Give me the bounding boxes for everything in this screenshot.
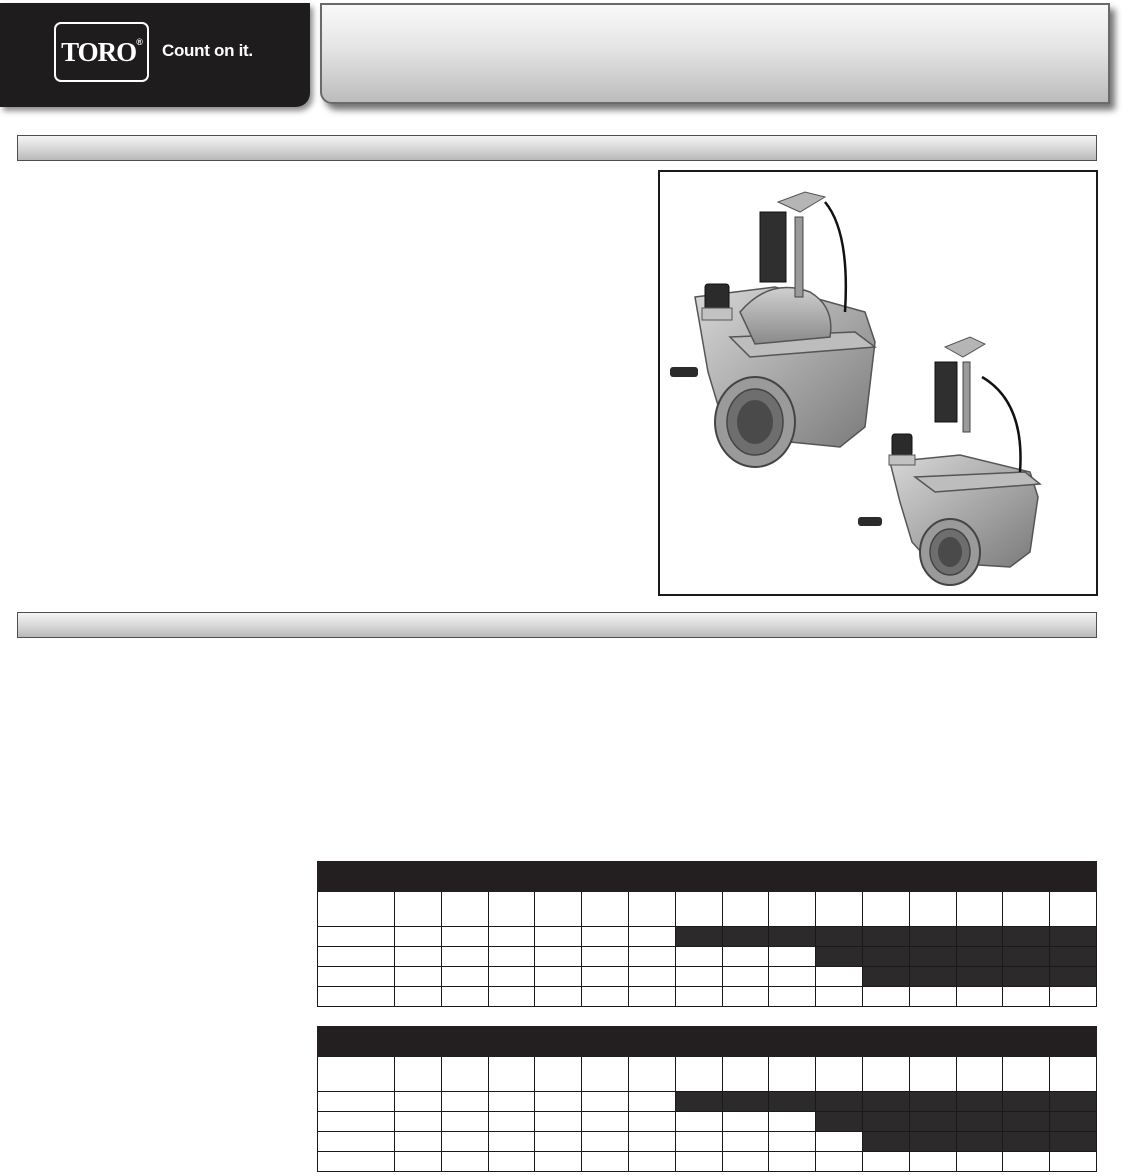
table-cell-shaded <box>909 947 956 967</box>
column-header-cell <box>1003 892 1050 927</box>
table-cell <box>582 927 629 947</box>
table-cell <box>769 947 816 967</box>
table-cell <box>535 1132 582 1152</box>
table-cell <box>582 947 629 967</box>
table-cell <box>769 1132 816 1152</box>
table-cell <box>1050 1152 1097 1172</box>
column-header-cell <box>862 1057 909 1092</box>
table-cell <box>582 1092 629 1112</box>
table-cell <box>318 927 395 947</box>
table-cell <box>395 1132 442 1152</box>
table-cell <box>318 1092 395 1112</box>
table-cell <box>816 967 863 987</box>
table-cell-shaded <box>1003 927 1050 947</box>
column-header-cell <box>441 1057 488 1092</box>
table-cell-shaded <box>722 1092 769 1112</box>
table-cell-shaded <box>909 967 956 987</box>
table-cell-shaded <box>909 1112 956 1132</box>
table-row <box>318 987 1097 1007</box>
valve-illustration <box>660 172 1096 594</box>
table-cell <box>488 1152 535 1172</box>
table-cell <box>535 1152 582 1172</box>
table-cell <box>395 1112 442 1132</box>
column-header-cell <box>675 892 722 927</box>
table-cell <box>395 1152 442 1172</box>
table-cell <box>722 947 769 967</box>
table-cell <box>675 987 722 1007</box>
toro-logo <box>54 22 149 82</box>
table-cell <box>628 927 675 947</box>
table-cell-shaded <box>816 1092 863 1112</box>
column-header-cell <box>535 892 582 927</box>
table-cell-shaded <box>769 927 816 947</box>
column-header-cell <box>628 892 675 927</box>
table-cell <box>535 947 582 967</box>
table-cell <box>488 987 535 1007</box>
column-header-cell <box>395 892 442 927</box>
table-cell <box>675 947 722 967</box>
table-cell <box>862 987 909 1007</box>
table-header-row <box>318 862 1097 892</box>
table-header-cell <box>318 1027 1097 1057</box>
column-header-cell <box>675 1057 722 1092</box>
table-cell-shaded <box>1050 1112 1097 1132</box>
table-cell <box>628 1152 675 1172</box>
table-cell <box>318 987 395 1007</box>
table-cell <box>628 1112 675 1132</box>
table-cell <box>628 967 675 987</box>
spec-table-2 <box>317 1026 1097 1172</box>
table-cell <box>675 1132 722 1152</box>
table-cell <box>582 987 629 1007</box>
table-cell-shaded <box>816 947 863 967</box>
table-cell-shaded <box>909 927 956 947</box>
table-row <box>318 927 1097 947</box>
table-cell <box>535 1092 582 1112</box>
table-cell-shaded <box>675 927 722 947</box>
table-cell <box>488 967 535 987</box>
table-cell <box>441 1132 488 1152</box>
table-cell <box>318 1132 395 1152</box>
table-cell <box>488 947 535 967</box>
table-cell <box>769 967 816 987</box>
table-column-header-row <box>318 892 1097 927</box>
table-cell-shaded <box>675 1092 722 1112</box>
table-cell <box>441 967 488 987</box>
table-cell-shaded <box>862 1092 909 1112</box>
column-header-cell <box>816 1057 863 1092</box>
table-cell-shaded <box>862 947 909 967</box>
table-row <box>318 1092 1097 1112</box>
table-cell <box>395 967 442 987</box>
brand-logo-block <box>0 3 310 107</box>
table-cell <box>535 927 582 947</box>
table-cell-shaded <box>1050 967 1097 987</box>
table-cell <box>582 1132 629 1152</box>
table-cell-shaded <box>1050 1132 1097 1152</box>
table-cell <box>816 987 863 1007</box>
table-cell <box>862 1152 909 1172</box>
table-cell <box>395 987 442 1007</box>
table-cell <box>535 987 582 1007</box>
table-cell-shaded <box>769 1092 816 1112</box>
column-header-cell <box>1050 892 1097 927</box>
table-cell-shaded <box>956 927 1003 947</box>
table-cell <box>909 1152 956 1172</box>
table-cell <box>956 987 1003 1007</box>
table-cell-shaded <box>909 1092 956 1112</box>
column-header-cell <box>722 892 769 927</box>
column-header-cell <box>441 892 488 927</box>
table-cell <box>318 947 395 967</box>
table-cell-shaded <box>1003 1112 1050 1132</box>
table-cell-shaded <box>816 1112 863 1132</box>
table-cell <box>582 1152 629 1172</box>
column-header-cell <box>1050 1057 1097 1092</box>
table-cell <box>441 987 488 1007</box>
spec-table-grid <box>317 1026 1097 1172</box>
product-photo <box>658 170 1098 596</box>
column-header-cell <box>535 1057 582 1092</box>
spec-table-1 <box>317 861 1097 1007</box>
table-cell <box>628 1132 675 1152</box>
table-cell <box>722 987 769 1007</box>
table-cell <box>488 1132 535 1152</box>
column-header-cell <box>956 892 1003 927</box>
column-header-cell <box>862 892 909 927</box>
table-cell <box>722 967 769 987</box>
table-cell <box>722 1132 769 1152</box>
table-cell <box>488 927 535 947</box>
table-cell-shaded <box>862 1132 909 1152</box>
spec-table-grid <box>317 861 1097 1007</box>
table-cell-shaded <box>956 1092 1003 1112</box>
table-row <box>318 967 1097 987</box>
column-header-cell <box>628 1057 675 1092</box>
table-cell <box>535 967 582 987</box>
table-header-row <box>318 1027 1097 1057</box>
table-cell <box>769 1152 816 1172</box>
table-cell <box>318 1152 395 1172</box>
table-cell <box>628 987 675 1007</box>
table-cell-shaded <box>1003 967 1050 987</box>
table-cell <box>318 967 395 987</box>
table-cell-shaded <box>1003 1132 1050 1152</box>
table-cell <box>1003 987 1050 1007</box>
column-header-cell <box>488 1057 535 1092</box>
table-cell-shaded <box>1003 1092 1050 1112</box>
column-header-cell <box>318 892 395 927</box>
table-cell-shaded <box>956 1112 1003 1132</box>
table-cell <box>675 1112 722 1132</box>
table-cell <box>956 1152 1003 1172</box>
table-cell-shaded <box>862 927 909 947</box>
table-column-header-row <box>318 1057 1097 1092</box>
column-header-cell <box>816 892 863 927</box>
table-row <box>318 947 1097 967</box>
table-row <box>318 1132 1097 1152</box>
column-header-cell <box>582 892 629 927</box>
column-header-cell <box>395 1057 442 1092</box>
table-cell-shaded <box>816 927 863 947</box>
table-cell <box>441 1152 488 1172</box>
table-row <box>318 1112 1097 1132</box>
table-cell <box>488 1092 535 1112</box>
table-header-cell <box>318 862 1097 892</box>
table-cell-shaded <box>862 1112 909 1132</box>
table-cell <box>441 1112 488 1132</box>
table-cell <box>628 947 675 967</box>
table-cell-shaded <box>956 947 1003 967</box>
section-header-bar <box>17 135 1097 161</box>
title-banner <box>320 3 1110 104</box>
table-cell <box>441 947 488 967</box>
column-header-cell <box>909 1057 956 1092</box>
table-cell <box>395 1092 442 1112</box>
table-cell <box>582 1112 629 1132</box>
column-header-cell <box>318 1057 395 1092</box>
table-cell-shaded <box>1050 927 1097 947</box>
table-cell-shaded <box>956 1132 1003 1152</box>
table-cell <box>395 947 442 967</box>
column-header-cell <box>722 1057 769 1092</box>
table-cell <box>816 1132 863 1152</box>
brand-tagline: Count on it. <box>162 41 253 60</box>
large-valve-drawing <box>670 192 875 467</box>
table-cell <box>722 1152 769 1172</box>
table-cell-shaded <box>722 927 769 947</box>
table-row <box>318 1152 1097 1172</box>
table-cell <box>582 967 629 987</box>
table-cell <box>441 927 488 947</box>
table-cell <box>909 987 956 1007</box>
column-header-cell <box>1003 1057 1050 1092</box>
column-header-cell <box>488 892 535 927</box>
section-header-bar <box>17 612 1097 638</box>
table-cell <box>1003 1152 1050 1172</box>
toro-logo-text: TORO® <box>61 36 142 67</box>
column-header-cell <box>769 892 816 927</box>
column-header-cell <box>909 892 956 927</box>
table-cell <box>441 1092 488 1112</box>
column-header-cell <box>582 1057 629 1092</box>
column-header-cell <box>956 1057 1003 1092</box>
table-cell <box>488 1112 535 1132</box>
table-cell <box>318 1112 395 1132</box>
table-cell <box>769 1112 816 1132</box>
table-cell <box>1050 987 1097 1007</box>
table-cell-shaded <box>1003 947 1050 967</box>
table-cell <box>769 987 816 1007</box>
table-cell-shaded <box>909 1132 956 1152</box>
table-cell <box>628 1092 675 1112</box>
table-cell <box>395 927 442 947</box>
table-cell <box>535 1112 582 1132</box>
table-cell-shaded <box>956 967 1003 987</box>
small-valve-drawing <box>858 337 1040 585</box>
table-cell <box>816 1152 863 1172</box>
column-header-cell <box>769 1057 816 1092</box>
table-cell-shaded <box>862 967 909 987</box>
table-cell-shaded <box>1050 947 1097 967</box>
table-cell <box>722 1112 769 1132</box>
table-cell <box>675 1152 722 1172</box>
table-cell <box>675 967 722 987</box>
table-cell-shaded <box>1050 1092 1097 1112</box>
